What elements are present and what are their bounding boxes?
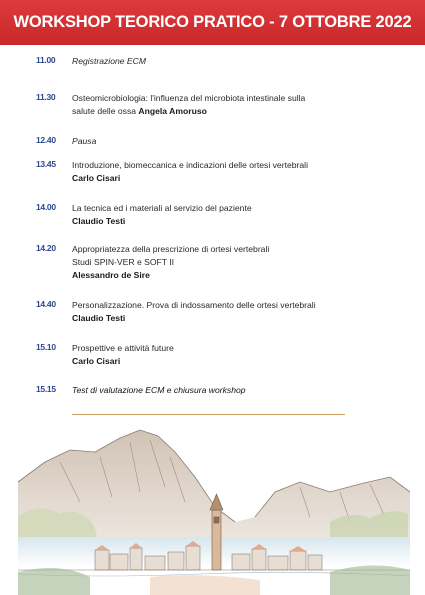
schedule-time: 12.40 bbox=[36, 135, 56, 145]
speaker-name: Claudio Testi bbox=[72, 216, 126, 226]
lake-town-illustration bbox=[0, 422, 425, 595]
schedule-time: 14.20 bbox=[36, 243, 56, 253]
speaker-name: Angela Amoruso bbox=[138, 106, 207, 116]
schedule-title: Introduzione, biomeccanica e indicazioni delle ortesi vertebrali bbox=[72, 160, 308, 170]
speaker-name: Carlo Cisari bbox=[72, 356, 121, 366]
schedule-title: Osteomicrobiologia: l'influenza del microbiota intestinale sulla bbox=[72, 93, 306, 103]
header-bar bbox=[0, 0, 425, 45]
schedule-title: Personalizzazione. Prova di indossamento delle ortesi vertebrali bbox=[72, 300, 316, 310]
schedule-time: 15.10 bbox=[36, 342, 56, 352]
schedule-time: 14.00 bbox=[36, 202, 56, 212]
schedule-title: Prospettive e attività future bbox=[72, 343, 174, 353]
schedule-time: 13.45 bbox=[36, 159, 56, 169]
schedule-title: Registrazione ECM bbox=[72, 56, 147, 66]
schedule-title-cont: Studi SPIN-VER e SOFT II bbox=[72, 257, 175, 267]
speaker-name: Alessandro de Sire bbox=[72, 270, 150, 280]
schedule-title: Appropriatezza della prescrizione di ortesi vertebrali bbox=[72, 244, 270, 254]
page-title: WORKSHOP TEORICO PRATICO - 7 OTTOBRE 2022 bbox=[13, 13, 412, 31]
schedule-title: Test di valutazione ECM e chiusura workshop bbox=[72, 385, 246, 395]
schedule-time: 14.40 bbox=[36, 299, 56, 309]
schedule-time: 15.15 bbox=[36, 384, 56, 394]
schedule-time: 11.00 bbox=[36, 55, 56, 65]
schedule-title: La tecnica ed i materiali al servizio del paziente bbox=[72, 203, 252, 213]
speaker-name: Carlo Cisari bbox=[72, 173, 121, 183]
schedule-title: Pausa bbox=[72, 136, 97, 146]
divider-line bbox=[72, 414, 345, 415]
schedule-title-cont: salute delle ossa bbox=[72, 106, 137, 116]
speaker-name: Claudio Testi bbox=[72, 313, 126, 323]
schedule-time: 11.30 bbox=[36, 92, 56, 102]
